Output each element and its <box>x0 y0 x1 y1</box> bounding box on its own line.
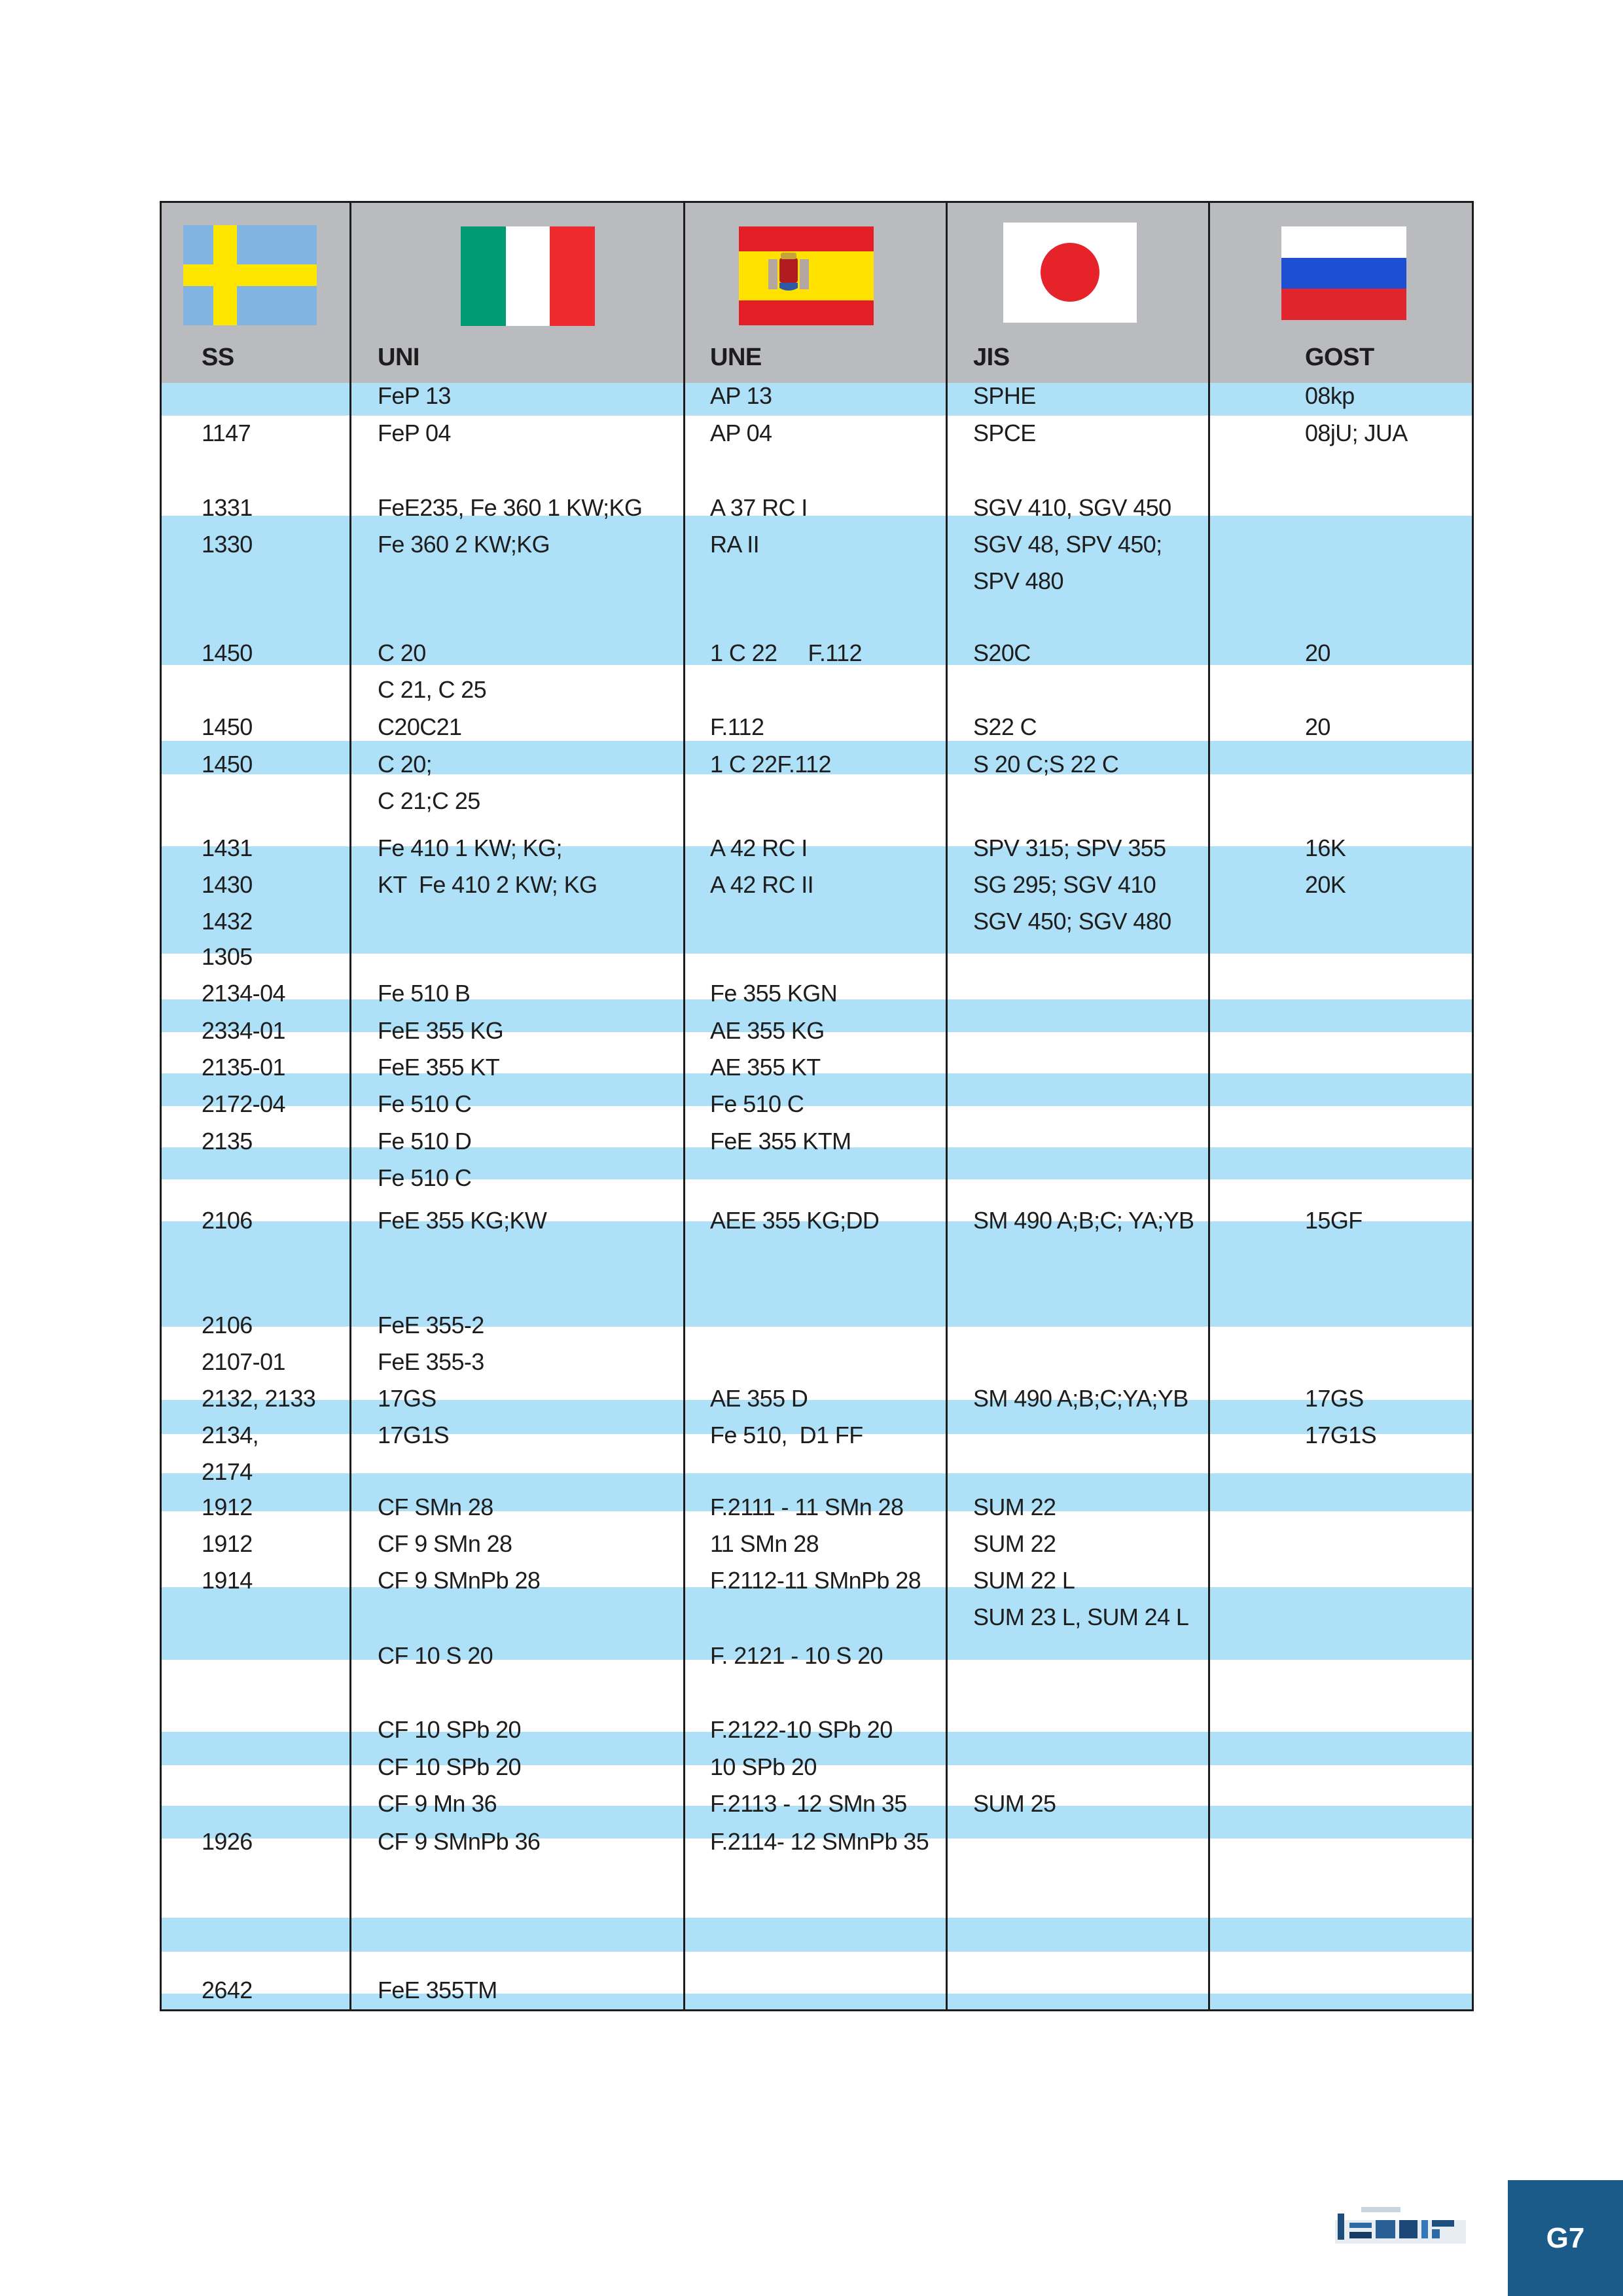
page-label: G7 <box>1546 2221 1585 2254</box>
cell-ss: 2107-01 <box>202 1348 285 1375</box>
cell-jis: SPV 315; SPV 355 SG 295; SGV 410 SGV 450; SGV 480 <box>973 834 1171 935</box>
cell-gost: 16K 20K <box>1305 834 1346 898</box>
cell-ss: 1450 <box>202 751 253 778</box>
cell-une: AE 355 D Fe 510, D1 FF <box>710 1385 863 1448</box>
cell-uni: FeE 355 KG;KW <box>378 1207 547 1234</box>
sweden-flag-icon <box>183 225 317 325</box>
cell-une: AE 355 KT <box>710 1054 821 1081</box>
cell-uni: FeP 04 <box>378 420 451 446</box>
cell-une: AP 13 <box>710 382 772 409</box>
cell-jis: S 20 C;S 22 C <box>973 751 1119 778</box>
cell-uni: CF 10 SPb 20 <box>378 1753 521 1780</box>
cell-uni: Fe 510 D <box>378 1128 472 1155</box>
cell-uni: CF 9 SMn 28 <box>378 1530 512 1557</box>
cell-ss: 2106 <box>202 1207 253 1234</box>
cell-une: F. 2121 - 10 S 20 <box>710 1642 883 1669</box>
cell-jis: SUM 22 <box>973 1494 1056 1520</box>
cell-gost: 17GS 17G1S <box>1305 1385 1377 1448</box>
column-code-jis: JIS <box>973 344 1010 371</box>
cell-uni: C 20 C 21, C 25 <box>378 639 487 703</box>
row-band <box>162 1994 1472 2011</box>
cell-uni: C 20; C 21;C 25 <box>378 751 480 814</box>
cell-gost: 08jU; JUA <box>1305 420 1408 446</box>
row-band <box>162 846 1472 954</box>
cell-ss: 2132, 2133 2134, 2174 <box>202 1385 316 1485</box>
cell-uni: FeE 355 KT <box>378 1054 500 1081</box>
cell-uni: Fe 410 1 KW; KG; KT Fe 410 2 KW; KG <box>378 834 597 898</box>
cell-une: 10 SPb 20 <box>710 1753 817 1780</box>
cell-une: A 42 RC I A 42 RC II <box>710 834 814 898</box>
cell-une: A 37 RC I RA II <box>710 494 808 558</box>
cell-jis: SPHE <box>973 382 1036 409</box>
cell-jis: SUM 25 <box>973 1790 1056 1817</box>
cell-ss: 1912 <box>202 1530 253 1557</box>
cell-uni: FeP 13 <box>378 382 451 409</box>
japan-flag-icon <box>1003 223 1137 323</box>
cell-uni: FeE 355 KG <box>378 1017 504 1044</box>
cell-jis: SM 490 A;B;C; YA;YB <box>973 1207 1194 1234</box>
company-logo-icon <box>1335 2200 1466 2244</box>
cell-une: F.2114- 12 SMnPb 35 <box>710 1828 929 1855</box>
cell-jis: SPCE <box>973 420 1036 446</box>
cell-ss: 2642 <box>202 1977 253 2003</box>
column-divider <box>683 203 685 2009</box>
cell-gost: 08kp <box>1305 382 1355 409</box>
cell-ss: 2334-01 <box>202 1017 285 1044</box>
cell-uni: FeE 355-2 <box>378 1312 484 1338</box>
cell-ss: 1914 <box>202 1567 253 1594</box>
cell-uni: Fe 510 B <box>378 980 471 1007</box>
cell-uni: 17GS 17G1S <box>378 1385 450 1448</box>
cell-ss: 1926 <box>202 1828 253 1855</box>
cell-une: F.2112-11 SMnPb 28 <box>710 1567 921 1594</box>
column-code-gost: GOST <box>1305 344 1374 371</box>
cell-uni: FeE 355TM <box>378 1977 497 2003</box>
cell-uni: Fe 510 C <box>378 1090 472 1117</box>
cell-une: 11 SMn 28 <box>710 1530 819 1557</box>
column-code-uni: UNI <box>378 344 419 371</box>
column-code-une: UNE <box>710 344 762 371</box>
cell-une: 1 C 22 F.112 <box>710 639 862 666</box>
cell-jis: SUM 22 <box>973 1530 1056 1557</box>
cell-une: AEE 355 KG;DD <box>710 1207 880 1234</box>
cell-jis: SM 490 A;B;C;YA;YB <box>973 1385 1188 1412</box>
cell-une: Fe 355 KGN <box>710 980 838 1007</box>
cell-une: F.2111 - 11 SMn 28 <box>710 1494 904 1520</box>
cell-uni: CF 9 SMnPb 36 <box>378 1828 541 1855</box>
cell-uni: FeE 355-3 <box>378 1348 484 1375</box>
cell-une: AE 355 KG <box>710 1017 825 1044</box>
cell-jis: S20C <box>973 639 1031 666</box>
cell-uni: FeE235, Fe 360 1 KW;KG Fe 360 2 KW;KG <box>378 494 643 558</box>
cell-uni: Fe 510 C <box>378 1164 472 1191</box>
page-tab <box>1508 2180 1623 2296</box>
cell-gost: 20 <box>1305 639 1330 666</box>
cell-une: F.112 <box>710 713 764 740</box>
cell-uni: C20C21 <box>378 713 462 740</box>
cell-ss: 2135-01 <box>202 1054 285 1081</box>
cell-ss: 1305 <box>202 943 253 970</box>
column-divider <box>946 203 948 2009</box>
cell-une: FeE 355 KTM <box>710 1128 851 1155</box>
cell-ss: 1450 <box>202 639 253 666</box>
cell-ss: 1912 <box>202 1494 253 1520</box>
cell-uni: CF 10 S 20 <box>378 1642 493 1669</box>
cell-uni: CF SMn 28 <box>378 1494 493 1520</box>
steel-equivalence-table <box>160 201 1474 2011</box>
cell-ss: 2106 <box>202 1312 253 1338</box>
cell-ss: 1147 <box>202 420 251 446</box>
italy-flag-icon <box>461 226 595 326</box>
cell-ss: 2134-04 <box>202 980 285 1007</box>
cell-jis: SUM 22 L SUM 23 L, SUM 24 L <box>973 1567 1189 1630</box>
cell-gost: 15GF <box>1305 1207 1363 1234</box>
cell-une: F.2122-10 SPb 20 <box>710 1716 893 1743</box>
cell-une: F.2113 - 12 SMn 35 <box>710 1790 907 1817</box>
cell-ss: 2135 <box>202 1128 253 1155</box>
row-band <box>162 383 1472 416</box>
cell-ss: 1431 1430 1432 <box>202 834 253 935</box>
cell-ss: 2172-04 <box>202 1090 285 1117</box>
cell-ss: 1450 <box>202 713 253 740</box>
spain-flag-icon <box>739 226 874 325</box>
cell-uni: CF 9 SMnPb 28 <box>378 1567 541 1594</box>
cell-gost: 20 <box>1305 713 1330 740</box>
column-divider <box>1208 203 1210 2009</box>
cell-jis: S22 C <box>973 713 1037 740</box>
cell-uni: CF 10 SPb 20 <box>378 1716 521 1743</box>
column-code-ss: SS <box>202 344 234 371</box>
cell-ss: 1331 1330 <box>202 494 253 558</box>
cell-une: AP 04 <box>710 420 772 446</box>
column-divider <box>349 203 351 2009</box>
cell-une: Fe 510 C <box>710 1090 804 1117</box>
row-band <box>162 1918 1472 1952</box>
cell-jis: SGV 410, SGV 450 SGV 48, SPV 450; SPV 480 <box>973 494 1171 594</box>
russia-flag-icon <box>1281 226 1406 320</box>
cell-uni: CF 9 Mn 36 <box>378 1790 497 1817</box>
cell-une: 1 C 22F.112 <box>710 751 831 778</box>
